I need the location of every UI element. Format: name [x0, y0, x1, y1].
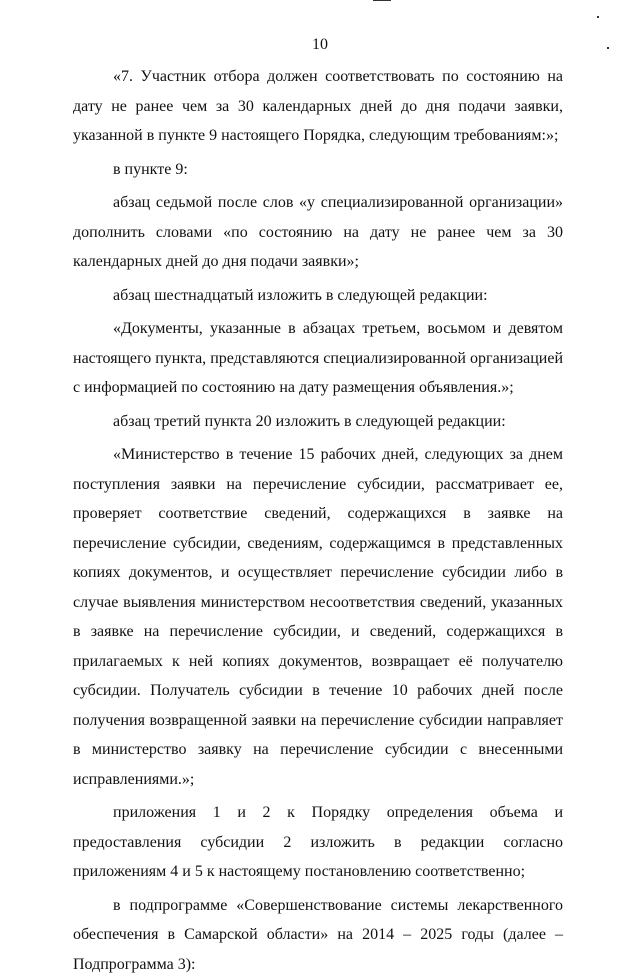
paragraph-ministry-quote: «Министерство в течение 15 рабочих дней, следующих за днем поступления заявки на перечисление субсидии, рассматривает ее, проверяет соответствие сведений, содержащихся в заявке на перечисление субсидии, сведениям, содержащимся в представленных копиях документов, и осуществляет перечисление субсидии либо в случае выявления министерством несоответствия сведений, указанных в заявке на перечисление субсидии, и сведений, содержащихся в прилагаемых к ней копиях документов, возвращает её получателю субсидии. Получатель субсидии в течение 10 рабочих дней после получения возвращенной заявки на перечисление субсидии направляет в министерство заявку на перечисление субсидии с внесенными исправлениями.»;: [73, 440, 563, 794]
document-body: [73, 62, 563, 979]
paragraph-point-20: абзац третий пункта 20 изложить в следующей редакции:: [73, 407, 563, 437]
paragraph-seventh-abzac: абзац седьмой после слов «у специализированной организации» дополнить словами «по состоянию на дату не ранее чем за 30 календарных дней до дня подачи заявки»;: [73, 188, 563, 277]
paragraph-item7-requirements: «7. Участник отбора должен соответствовать по состоянию на дату не ранее чем за 30 календарных дней до дня подачи заявки, указанной в пункте 9 настоящего Порядка, следующим требованиям:»;: [73, 62, 563, 151]
paragraph-sixteenth-abzac: абзац шестнадцатый изложить в следующей редакции:: [73, 281, 563, 311]
paragraph-appendices: приложения 1 и 2 к Порядку определения объема и предоставления субсидии 2 изложить в редакции согласно приложениям 4 и 5 к настоящему постановлению соответственно;: [73, 798, 563, 887]
paragraph-subprogram-3: в подпрограмме «Совершенствование системы лекарственного обеспечения в Самарской области» на 2014 – 2025 годы (далее – Подпрограмма 3):: [73, 891, 563, 979]
page-number: 10: [0, 36, 640, 54]
scan-artifact-dot: [597, 16, 599, 18]
paragraph-documents-quote: «Документы, указанные в абзацах третьем, восьмом и девятом настоящего пункта, представляются специализированной организацией с информацией по состоянию на дату размещения объявления.»;: [73, 314, 563, 403]
scan-artifact-top: [373, 0, 391, 1]
paragraph-in-point-9: в пункте 9:: [73, 155, 563, 185]
